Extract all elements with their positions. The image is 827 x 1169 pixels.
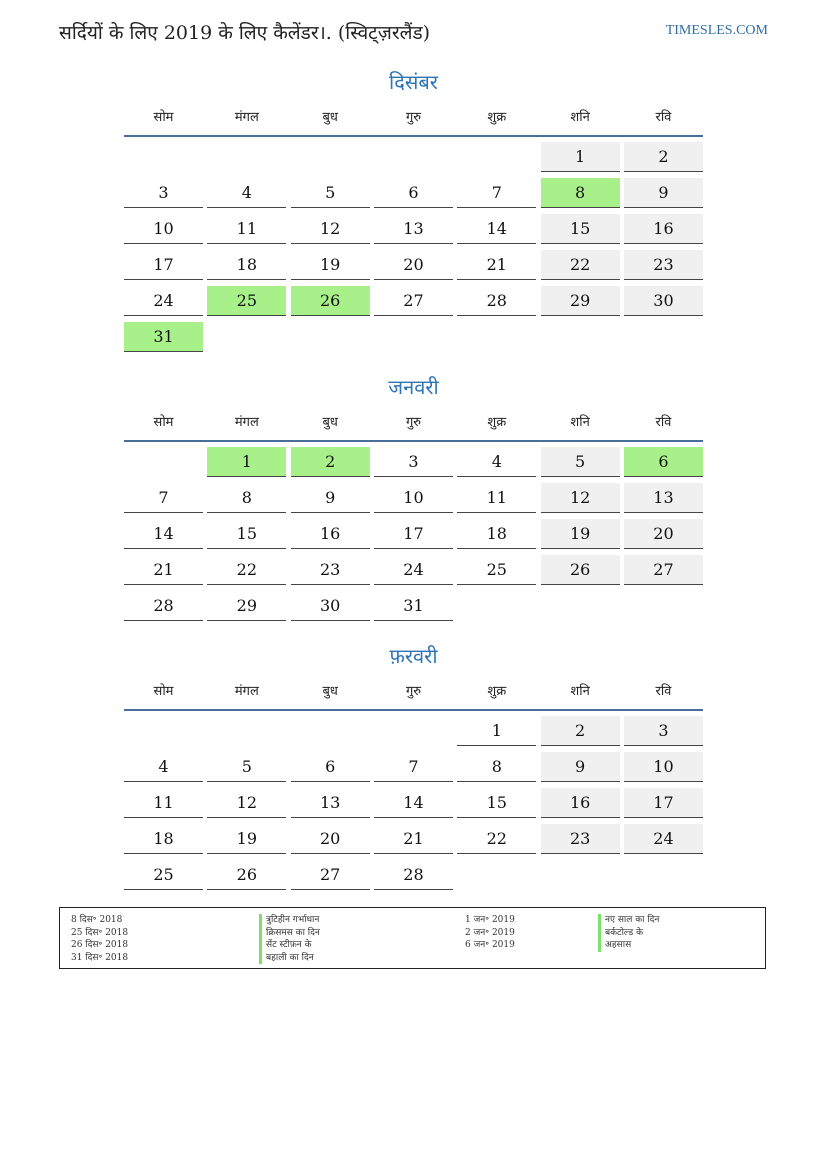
legend-names-1 <box>259 914 320 964</box>
day-cell: 15 <box>457 788 536 818</box>
empty-day-cell <box>207 322 286 352</box>
legend-date: 31 दिस॰ 2018 <box>71 952 129 963</box>
day-cell: 9 <box>541 752 620 782</box>
empty-day-cell <box>291 322 370 352</box>
legend-date: 25 दिस॰ 2018 <box>71 927 129 938</box>
day-cell: 26 <box>291 286 370 316</box>
day-cell: 1 <box>207 447 286 477</box>
empty-day-cell <box>291 142 370 172</box>
weekday-label: सोम <box>153 684 174 699</box>
brand-link[interactable]: TIMESLES.COM <box>665 23 768 38</box>
empty-day-cell <box>457 860 536 890</box>
day-cell: 23 <box>624 250 703 280</box>
day-cell: 29 <box>541 286 620 316</box>
day-cell: 30 <box>624 286 703 316</box>
day-cell: 24 <box>374 555 453 585</box>
empty-day-cell <box>374 142 453 172</box>
day-cell: 21 <box>457 250 536 280</box>
day-cell: 11 <box>457 483 536 513</box>
empty-day-cell <box>374 322 453 352</box>
weekday-label: रवि <box>655 110 672 125</box>
weekday-label: सोम <box>153 110 174 125</box>
empty-day-cell <box>124 716 203 746</box>
day-cell: 7 <box>457 178 536 208</box>
day-cell: 24 <box>624 824 703 854</box>
day-cell: 7 <box>374 752 453 782</box>
weekday-label: मंगल <box>234 684 259 699</box>
day-cell: 17 <box>374 519 453 549</box>
day-cell: 19 <box>207 824 286 854</box>
day-cell: 26 <box>541 555 620 585</box>
day-cell: 16 <box>291 519 370 549</box>
legend-date: 26 दिस॰ 2018 <box>71 940 129 950</box>
legend-holiday-name: क्रिसमस का दिन <box>259 927 320 940</box>
day-cell: 27 <box>374 286 453 316</box>
day-cell: 11 <box>207 214 286 244</box>
day-cell: 28 <box>374 860 453 890</box>
legend-holiday-name: सेंट स्टीफ़न के <box>259 939 320 952</box>
legend-holiday-name: नए साल का दिन <box>598 914 659 927</box>
empty-day-cell <box>624 322 703 352</box>
weekday-label: रवि <box>655 684 672 699</box>
day-cell: 1 <box>457 716 536 746</box>
day-cell: 3 <box>624 716 703 746</box>
day-cell: 18 <box>207 250 286 280</box>
empty-day-cell <box>541 591 620 621</box>
day-cell: 16 <box>624 214 703 244</box>
day-cell: 24 <box>124 286 203 316</box>
day-cell: 1 <box>541 142 620 172</box>
day-cell: 9 <box>291 483 370 513</box>
day-cell: 25 <box>457 555 536 585</box>
legend-names-2 <box>598 914 659 952</box>
weekday-label: रवि <box>655 415 672 430</box>
day-cell: 12 <box>291 214 370 244</box>
day-cell: 8 <box>207 483 286 513</box>
day-cell: 11 <box>124 788 203 818</box>
day-cell: 17 <box>624 788 703 818</box>
day-cell: 20 <box>624 519 703 549</box>
empty-day-cell <box>457 591 536 621</box>
day-cell: 2 <box>624 142 703 172</box>
weekday-label: बुध <box>322 415 338 430</box>
day-cell: 14 <box>374 788 453 818</box>
day-cell: 10 <box>124 214 203 244</box>
day-cell: 8 <box>457 752 536 782</box>
empty-day-cell <box>291 716 370 746</box>
day-cell: 17 <box>124 250 203 280</box>
day-cell: 22 <box>457 824 536 854</box>
empty-day-cell <box>124 142 203 172</box>
legend-holiday-name: बर्कटोल्ड के <box>598 927 659 940</box>
day-cell: 19 <box>291 250 370 280</box>
legend-date: 6 जन॰ 2019 <box>465 940 515 950</box>
day-cell: 27 <box>624 555 703 585</box>
day-cell: 25 <box>124 860 203 890</box>
day-cell: 30 <box>291 591 370 621</box>
day-cell: 4 <box>457 447 536 477</box>
day-cell: 6 <box>374 178 453 208</box>
day-cell: 13 <box>291 788 370 818</box>
day-cell: 12 <box>207 788 286 818</box>
weekday-header <box>124 414 703 442</box>
day-cell: 12 <box>541 483 620 513</box>
day-cell: 23 <box>541 824 620 854</box>
day-cell: 5 <box>207 752 286 782</box>
day-grid <box>124 447 703 621</box>
weekday-label: शुक्र <box>487 415 507 430</box>
day-cell: 13 <box>374 214 453 244</box>
legend-date: 8 दिस॰ 2018 <box>71 915 123 925</box>
day-cell: 3 <box>124 178 203 208</box>
weekday-label: गुरु <box>405 415 422 430</box>
month-title: फ़रवरी <box>389 644 438 668</box>
legend-holiday-name: बहाली का दिन <box>259 952 320 965</box>
legend-holiday-name: त्रुटिहीन गर्भाधान <box>259 914 320 927</box>
weekday-label: शुक्र <box>487 110 507 125</box>
empty-day-cell <box>457 322 536 352</box>
month-december <box>124 67 703 352</box>
day-cell: 13 <box>624 483 703 513</box>
day-cell: 14 <box>457 214 536 244</box>
weekday-header <box>124 683 703 711</box>
weekday-label: गुरु <box>405 684 422 699</box>
day-cell: 20 <box>374 250 453 280</box>
day-cell: 18 <box>457 519 536 549</box>
month-title: जनवरी <box>388 375 439 399</box>
month-january <box>124 372 703 621</box>
day-cell: 21 <box>374 824 453 854</box>
weekday-label: शनि <box>570 415 590 430</box>
holiday-legend <box>59 907 766 969</box>
day-cell: 21 <box>124 555 203 585</box>
day-cell: 8 <box>541 178 620 208</box>
legend-dates-2 <box>465 914 515 952</box>
legend-dates-1 <box>71 914 128 964</box>
day-cell: 23 <box>291 555 370 585</box>
day-cell: 22 <box>541 250 620 280</box>
day-cell: 2 <box>291 447 370 477</box>
day-cell: 31 <box>374 591 453 621</box>
empty-day-cell <box>207 716 286 746</box>
weekday-label: मंगल <box>234 110 259 125</box>
legend-date: 2 जन॰ 2019 <box>465 927 515 938</box>
day-cell: 25 <box>207 286 286 316</box>
empty-day-cell <box>624 860 703 890</box>
weekday-label: सोम <box>153 415 174 430</box>
day-cell: 4 <box>207 178 286 208</box>
day-cell: 28 <box>457 286 536 316</box>
day-cell: 26 <box>207 860 286 890</box>
day-cell: 4 <box>124 752 203 782</box>
weekday-label: गुरु <box>405 110 422 125</box>
day-cell: 29 <box>207 591 286 621</box>
empty-day-cell <box>374 716 453 746</box>
day-cell: 22 <box>207 555 286 585</box>
empty-day-cell <box>541 860 620 890</box>
legend-date: 1 जन॰ 2019 <box>465 915 515 925</box>
day-cell: 10 <box>624 752 703 782</box>
weekday-label: मंगल <box>234 415 259 430</box>
day-cell: 19 <box>541 519 620 549</box>
weekday-label: शनि <box>570 110 590 125</box>
empty-day-cell <box>624 591 703 621</box>
day-grid <box>124 716 703 890</box>
empty-day-cell <box>541 322 620 352</box>
day-cell: 9 <box>624 178 703 208</box>
day-cell: 5 <box>291 178 370 208</box>
day-cell: 28 <box>124 591 203 621</box>
legend-holiday-name: अहसास <box>598 939 659 952</box>
empty-day-cell <box>207 142 286 172</box>
day-cell: 20 <box>291 824 370 854</box>
day-cell: 7 <box>124 483 203 513</box>
weekday-label: शुक्र <box>487 684 507 699</box>
day-cell: 10 <box>374 483 453 513</box>
month-title: दिसंबर <box>389 70 438 94</box>
day-cell: 16 <box>541 788 620 818</box>
day-cell: 18 <box>124 824 203 854</box>
day-cell: 14 <box>124 519 203 549</box>
day-cell: 27 <box>291 860 370 890</box>
page-title: सर्दियों के लिए 2019 के लिए कैलेंडर।. (स्विट्ज़रलैंड) <box>59 22 431 44</box>
day-cell: 2 <box>541 716 620 746</box>
day-cell: 6 <box>624 447 703 477</box>
day-cell: 6 <box>291 752 370 782</box>
empty-day-cell <box>124 447 203 477</box>
day-cell: 3 <box>374 447 453 477</box>
weekday-label: बुध <box>322 110 338 125</box>
day-cell: 15 <box>541 214 620 244</box>
day-cell: 5 <box>541 447 620 477</box>
weekday-label: शनि <box>570 684 590 699</box>
day-grid <box>124 142 703 352</box>
day-cell: 15 <box>207 519 286 549</box>
weekday-label: बुध <box>322 684 338 699</box>
weekday-header <box>124 109 703 137</box>
empty-day-cell <box>457 142 536 172</box>
day-cell: 31 <box>124 322 203 352</box>
month-february <box>124 641 703 890</box>
